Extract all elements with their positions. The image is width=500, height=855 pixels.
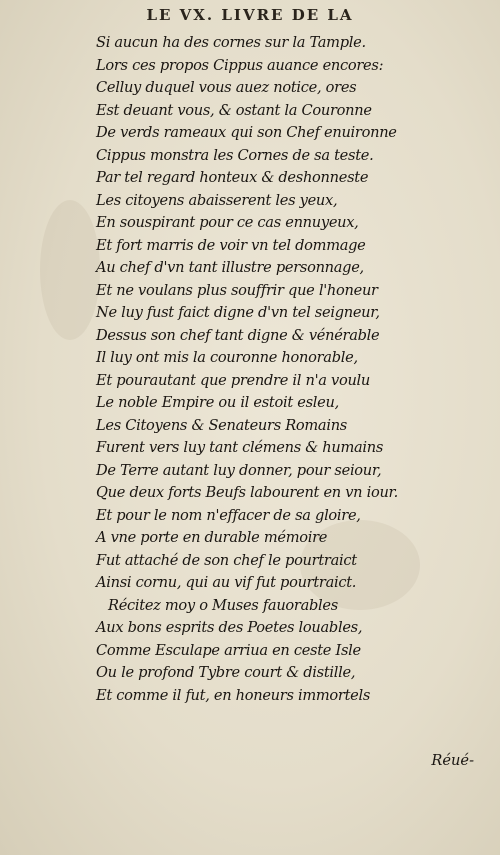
verse-line: Est deuant vous, & ostant la Couronne <box>96 101 372 119</box>
verse-line: Fut attaché de son chef le pourtraict <box>96 551 357 569</box>
verse-line: Les Citoyens & Senateurs Romains <box>96 416 347 434</box>
running-header: LE VX. LIVRE DE LA <box>146 6 354 24</box>
verse-line: Ainsi cornu, qui au vif fut pourtraict. <box>96 574 357 591</box>
verse-line: Ou le profond Tybre court & distille, <box>96 664 356 681</box>
verse-line: Ne luy fust faict digne d'vn tel seigneur, <box>96 304 380 321</box>
verse-line: Les citoyens abaisserent les yeux, <box>96 191 338 209</box>
verse-line: Il luy ont mis la couronne honorable, <box>96 349 358 366</box>
verse-line: Aux bons esprits des Poetes louables, <box>96 619 363 636</box>
verse-line: Et ne voulans plus souffrir que l'honeur <box>96 281 378 299</box>
verse-line: Lors ces propos Cippus auance encores: <box>96 56 384 74</box>
verse-text <box>96 32 440 707</box>
catchword: Réué- <box>431 752 474 769</box>
verse-line: A vne porte en durable mémoire <box>96 529 328 546</box>
verse-line: Comme Esculape arriua en ceste Isle <box>96 641 361 659</box>
paper-stain <box>40 200 100 340</box>
verse-line: En souspirant pour ce cas ennuyeux, <box>96 214 359 231</box>
verse-line: Le noble Empire ou il estoit esleu, <box>96 394 339 411</box>
verse-line: De verds rameaux qui son Chef enuironne <box>96 124 397 141</box>
verse-line: Furent vers luy tant clémens & humains <box>96 439 384 456</box>
verse-line: Et pour le nom n'effacer de sa gloire, <box>96 506 361 524</box>
verse-line: Si aucun ha des cornes sur la Tample. <box>96 34 366 51</box>
verse-line: De Terre autant luy donner, pour seiour, <box>96 461 382 479</box>
verse-line: Et pourautant que prendre il n'a voulu <box>96 371 371 389</box>
verse-line: Et comme il fut, en honeurs immortels <box>96 686 371 704</box>
verse-line: Au chef d'vn tant illustre personnage, <box>96 259 364 276</box>
verse-line: Récitez moy o Muses fauorables <box>108 596 338 614</box>
verse-line: Celluy duquel vous auez notice, ores <box>96 79 357 96</box>
verse-line: Dessus son chef tant digne & vénérable <box>96 326 380 344</box>
verse-line: Que deux forts Beufs labourent en vn iour. <box>96 484 398 501</box>
verse-line: Par tel regard honteux & deshonneste <box>96 169 369 186</box>
verse-line: Cippus monstra les Cornes de sa teste. <box>96 146 374 164</box>
verse-line: Et fort marris de voir vn tel dommage <box>96 236 366 254</box>
